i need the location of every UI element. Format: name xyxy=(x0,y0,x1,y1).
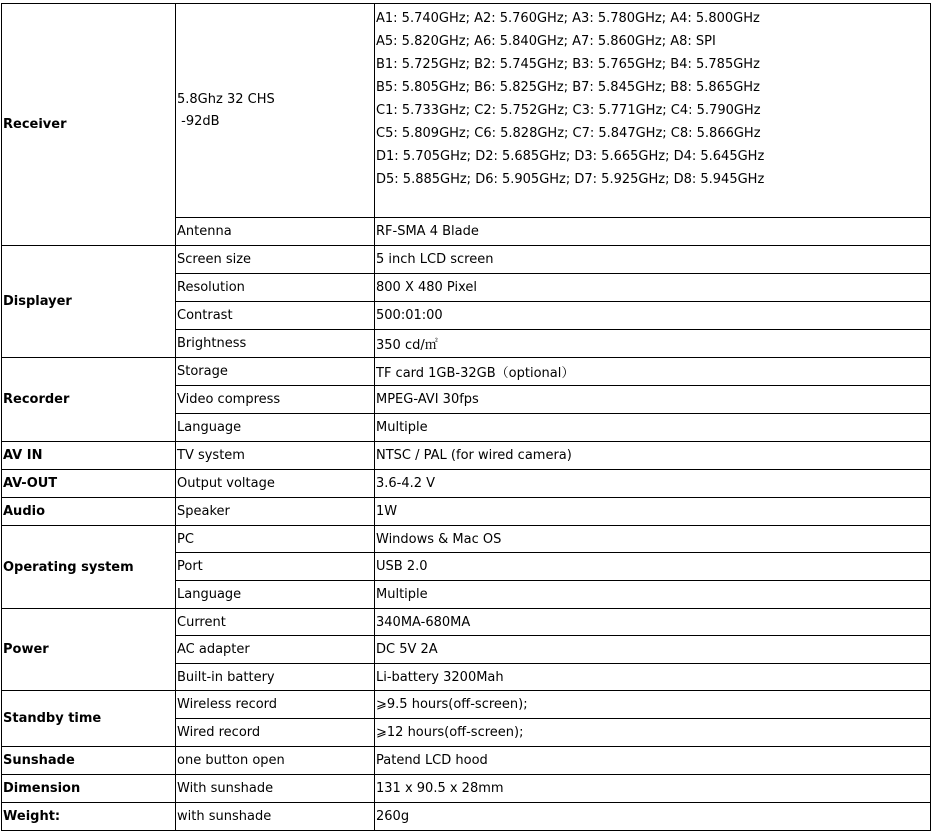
spec-label-cell: Storage xyxy=(176,358,375,386)
spec-label-cell: Wired record xyxy=(176,719,375,747)
spec-value-cell: 500:01:00 xyxy=(375,302,931,330)
spec-value-cell: Multiple xyxy=(375,414,931,442)
spec-value-cell: DC 5V 2A xyxy=(375,636,931,664)
spec-value-cell: 1W xyxy=(375,498,931,526)
spec-label-cell: Antenna xyxy=(176,218,375,246)
spec-row xyxy=(2,358,931,386)
spec-value-cell: ⩾12 hours(off-screen); xyxy=(375,719,931,747)
category-cell: Weight: xyxy=(2,803,176,831)
spec-label-cell xyxy=(176,4,375,218)
spec-label-line: -92dB xyxy=(177,113,220,129)
category-cell: Standby time xyxy=(2,691,176,747)
category-cell: Recorder xyxy=(2,358,176,442)
spec-value-cell: USB 2.0 xyxy=(375,553,931,581)
spec-value-cell: 131 x 90.5 x 28mm xyxy=(375,775,931,803)
spec-value-cell: 340MA-680MA xyxy=(375,609,931,636)
frequency-line: C1: 5.733GHz; C2: 5.752GHz; C3: 5.771GHz; C4: 5.790GHz xyxy=(376,103,761,118)
spec-value-cell: 260g xyxy=(375,803,931,831)
category-cell: Audio xyxy=(2,498,176,526)
spec-table-body xyxy=(2,4,931,831)
category-cell: Operating system xyxy=(2,526,176,609)
spec-label-cell: Contrast xyxy=(176,302,375,330)
category-cell: Dimension xyxy=(2,775,176,803)
category-cell: Power xyxy=(2,609,176,691)
spec-label-cell: With sunshade xyxy=(176,775,375,803)
spec-label-cell: Language xyxy=(176,581,375,609)
spec-row xyxy=(2,442,931,470)
spec-label-line: 5.8Ghz 32 CHS xyxy=(177,91,275,107)
spec-row xyxy=(2,526,931,553)
frequency-line: D5: 5.885GHz; D6: 5.905GHz; D7: 5.925GHz; D8: 5.945GHz xyxy=(376,172,765,187)
spec-value-cell: 3.6-4.2 V xyxy=(375,470,931,498)
spec-row xyxy=(2,4,931,218)
spec-label-cell: one button open xyxy=(176,747,375,775)
spec-label-cell: Speaker xyxy=(176,498,375,526)
spec-row xyxy=(2,747,931,775)
frequency-line: B1: 5.725GHz; B2: 5.745GHz; B3: 5.765GHz; B4: 5.785GHz xyxy=(376,57,760,72)
spec-value-cell: ⩾9.5 hours(off-screen); xyxy=(375,691,931,719)
category-cell: Receiver xyxy=(2,4,176,246)
spec-label-cell: TV system xyxy=(176,442,375,470)
spec-label-cell: Resolution xyxy=(176,274,375,302)
frequency-line: B5: 5.805GHz; B6: 5.825GHz; B7: 5.845GHz; B8: 5.865GHz xyxy=(376,80,760,95)
spec-label-cell: Brightness xyxy=(176,330,375,358)
spec-value-cell: TF card 1GB-32GB（optional） xyxy=(375,358,931,386)
spec-label-cell: with sunshade xyxy=(176,803,375,831)
spec-value-cell: Multiple xyxy=(375,581,931,609)
category-cell: Sunshade xyxy=(2,747,176,775)
spec-label-cell: Current xyxy=(176,609,375,636)
spec-label-cell: Language xyxy=(176,414,375,442)
spec-value-cell: 5 inch LCD screen xyxy=(375,246,931,274)
spec-row xyxy=(2,775,931,803)
spec-row xyxy=(2,803,931,831)
spec-label-cell: AC adapter xyxy=(176,636,375,664)
spec-label-cell: Built-in battery xyxy=(176,664,375,691)
spec-label-cell: Output voltage xyxy=(176,470,375,498)
spec-row xyxy=(2,470,931,498)
spec-label-cell: Screen size xyxy=(176,246,375,274)
category-cell: AV IN xyxy=(2,442,176,470)
spec-row xyxy=(2,609,931,636)
spec-value-cell: NTSC / PAL (for wired camera) xyxy=(375,442,931,470)
spec-value-cell: Windows & Mac OS xyxy=(375,526,931,553)
frequency-line: C5: 5.809GHz; C6: 5.828GHz; C7: 5.847GHz; C8: 5.866GHz xyxy=(376,126,761,141)
category-cell: AV-OUT xyxy=(2,470,176,498)
frequency-line: A5: 5.820GHz; A6: 5.840GHz; A7: 5.860GHz; A8: SPI xyxy=(376,34,716,49)
category-cell: Displayer xyxy=(2,246,176,358)
spec-label-cell: Port xyxy=(176,553,375,581)
frequency-line: D1: 5.705GHz; D2: 5.685GHz; D3: 5.665GHz; D4: 5.645GHz xyxy=(376,149,765,164)
spec-value-cell: 350 cd/㎡ xyxy=(375,330,931,358)
spec-value-cell: RF-SMA 4 Blade xyxy=(375,218,931,246)
spec-row xyxy=(2,246,931,274)
spec-label-cell: Wireless record xyxy=(176,691,375,719)
spec-label-cell: Video compress xyxy=(176,386,375,414)
spec-label-cell: PC xyxy=(176,526,375,553)
spec-value-cell: 800 X 480 Pixel xyxy=(375,274,931,302)
spec-value-cell xyxy=(375,4,931,218)
spec-value-cell: Patend LCD hood xyxy=(375,747,931,775)
spec-table xyxy=(1,3,931,831)
spec-value-cell: MPEG-AVI 30fps xyxy=(375,386,931,414)
spec-row xyxy=(2,691,931,719)
frequency-line: A1: 5.740GHz; A2: 5.760GHz; A3: 5.780GHz; A4: 5.800GHz xyxy=(376,11,760,26)
spec-row xyxy=(2,498,931,526)
spec-value-cell: Li-battery 3200Mah xyxy=(375,664,931,691)
